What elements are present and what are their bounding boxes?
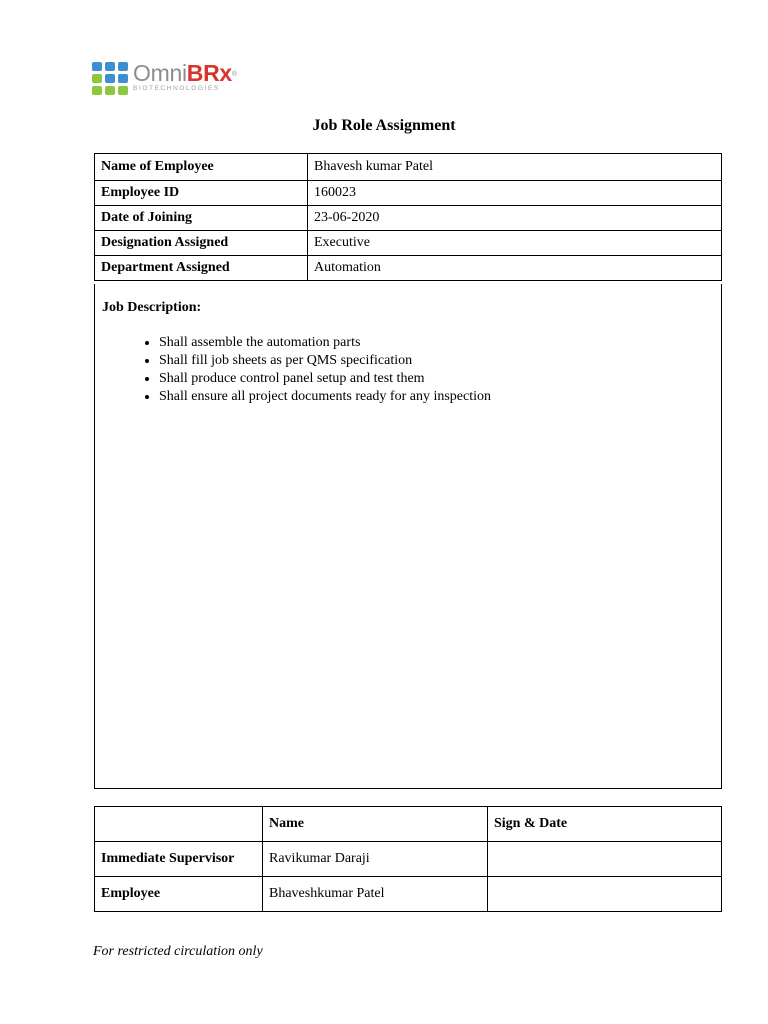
info-row (95, 154, 722, 181)
list-item: • Shall fill job sheets as per QMS specification (159, 352, 491, 370)
table-row (95, 842, 722, 877)
signature-table (94, 806, 722, 912)
logo-word-omni: Omni (133, 60, 187, 86)
info-value: 23-06-2020 (308, 206, 722, 231)
info-row (95, 181, 722, 206)
signature-column-header: Name (263, 807, 488, 842)
omnibrx-grid-logo-icon (92, 62, 130, 95)
signature-name: Ravikumar Daraji (263, 842, 488, 877)
info-label: Employee ID (95, 181, 308, 206)
signature-role: Immediate Supervisor (95, 842, 263, 877)
signature-column-header: Sign & Date (488, 807, 722, 842)
info-row (95, 231, 722, 256)
signature-column-header (95, 807, 263, 842)
signature-sign-date-cell[interactable] (488, 842, 722, 877)
logo-word-brx: BRx (186, 60, 232, 86)
signature-role: Employee (95, 877, 263, 912)
info-row (95, 206, 722, 231)
logo-reg-mark: ® (231, 71, 237, 78)
info-value: 160023 (308, 181, 722, 206)
info-value: Automation (308, 256, 722, 281)
document-title: Job Role Assignment (312, 117, 456, 134)
info-value: Bhavesh kumar Patel (308, 154, 722, 181)
info-label: Date of Joining (95, 206, 308, 231)
info-label: Designation Assigned (95, 231, 308, 256)
list-item: • Shall ensure all project documents ready for any inspection (159, 388, 491, 406)
info-label: Name of Employee (95, 154, 308, 181)
signature-sign-date-cell[interactable] (488, 877, 722, 912)
footer-note: For restricted circulation only (93, 944, 263, 959)
info-value: Executive (308, 231, 722, 256)
table-row (95, 877, 722, 912)
employee-info-table (94, 153, 722, 281)
list-item: • Shall assemble the automation parts (159, 334, 491, 352)
info-label: Department Assigned (95, 256, 308, 281)
signature-header-row (95, 807, 722, 842)
job-description-box (94, 284, 722, 789)
logo-wordmark (133, 60, 237, 86)
info-row (95, 256, 722, 281)
list-item: • Shall produce control panel setup and test them (159, 370, 491, 388)
logo-subtitle: BIOTECHNOLOGIES (133, 85, 220, 92)
job-description-list (95, 334, 491, 406)
job-description-heading: Job Description: (102, 300, 202, 315)
signature-name: Bhaveshkumar Patel (263, 877, 488, 912)
